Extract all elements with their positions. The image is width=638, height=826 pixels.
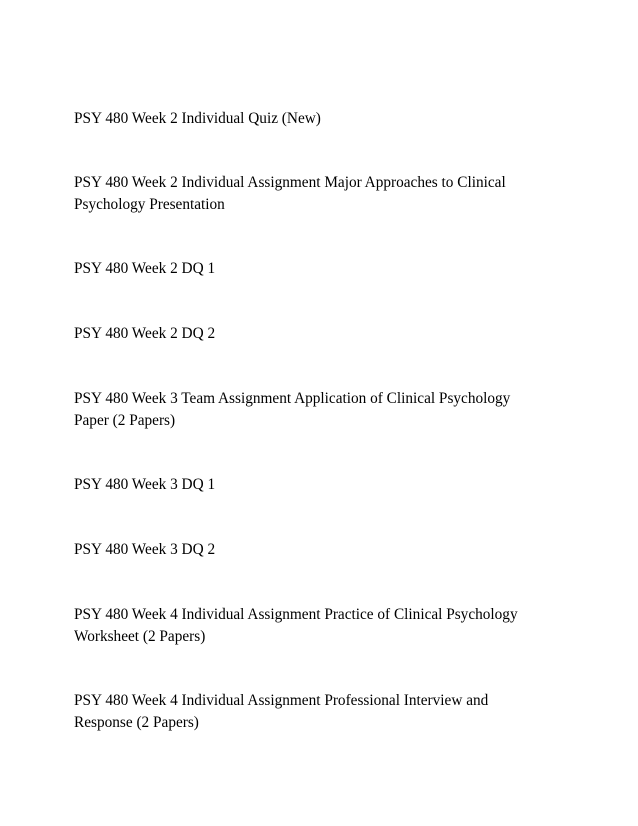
course-item-week3-team-assignment (74, 388, 574, 432)
item-line: Worksheet (2 Papers) (74, 628, 206, 645)
item-line: PSY 480 Week 2 Individual Quiz (New) (74, 110, 321, 127)
course-item-week4-practice-assignment (74, 604, 574, 648)
course-item-week2-assignment (74, 172, 574, 216)
course-item-week2-dq1 (74, 258, 574, 280)
item-line: PSY 480 Week 4 Individual Assignment Practice of Clinical Psychology (74, 606, 518, 623)
item-line: PSY 480 Week 2 DQ 1 (74, 260, 216, 277)
item-line: PSY 480 Week 2 DQ 2 (74, 325, 216, 342)
item-line: PSY 480 Week 4 Individual Assignment Professional Interview and (74, 692, 489, 709)
item-line: Paper (2 Papers) (74, 412, 176, 429)
course-item-week2-quiz (74, 108, 574, 130)
item-line: PSY 480 Week 2 Individual Assignment Major Approaches to Clinical (74, 174, 506, 191)
item-line: PSY 480 Week 3 DQ 2 (74, 541, 216, 558)
item-line: Psychology Presentation (74, 196, 225, 213)
course-item-week4-interview-assignment (74, 690, 574, 734)
course-item-week3-dq2 (74, 539, 574, 561)
item-line: Response (2 Papers) (74, 714, 199, 731)
course-item-week3-dq1 (74, 474, 574, 496)
item-line: PSY 480 Week 3 Team Assignment Application of Clinical Psychology (74, 390, 511, 407)
item-line: PSY 480 Week 3 DQ 1 (74, 476, 216, 493)
course-item-week2-dq2 (74, 323, 574, 345)
